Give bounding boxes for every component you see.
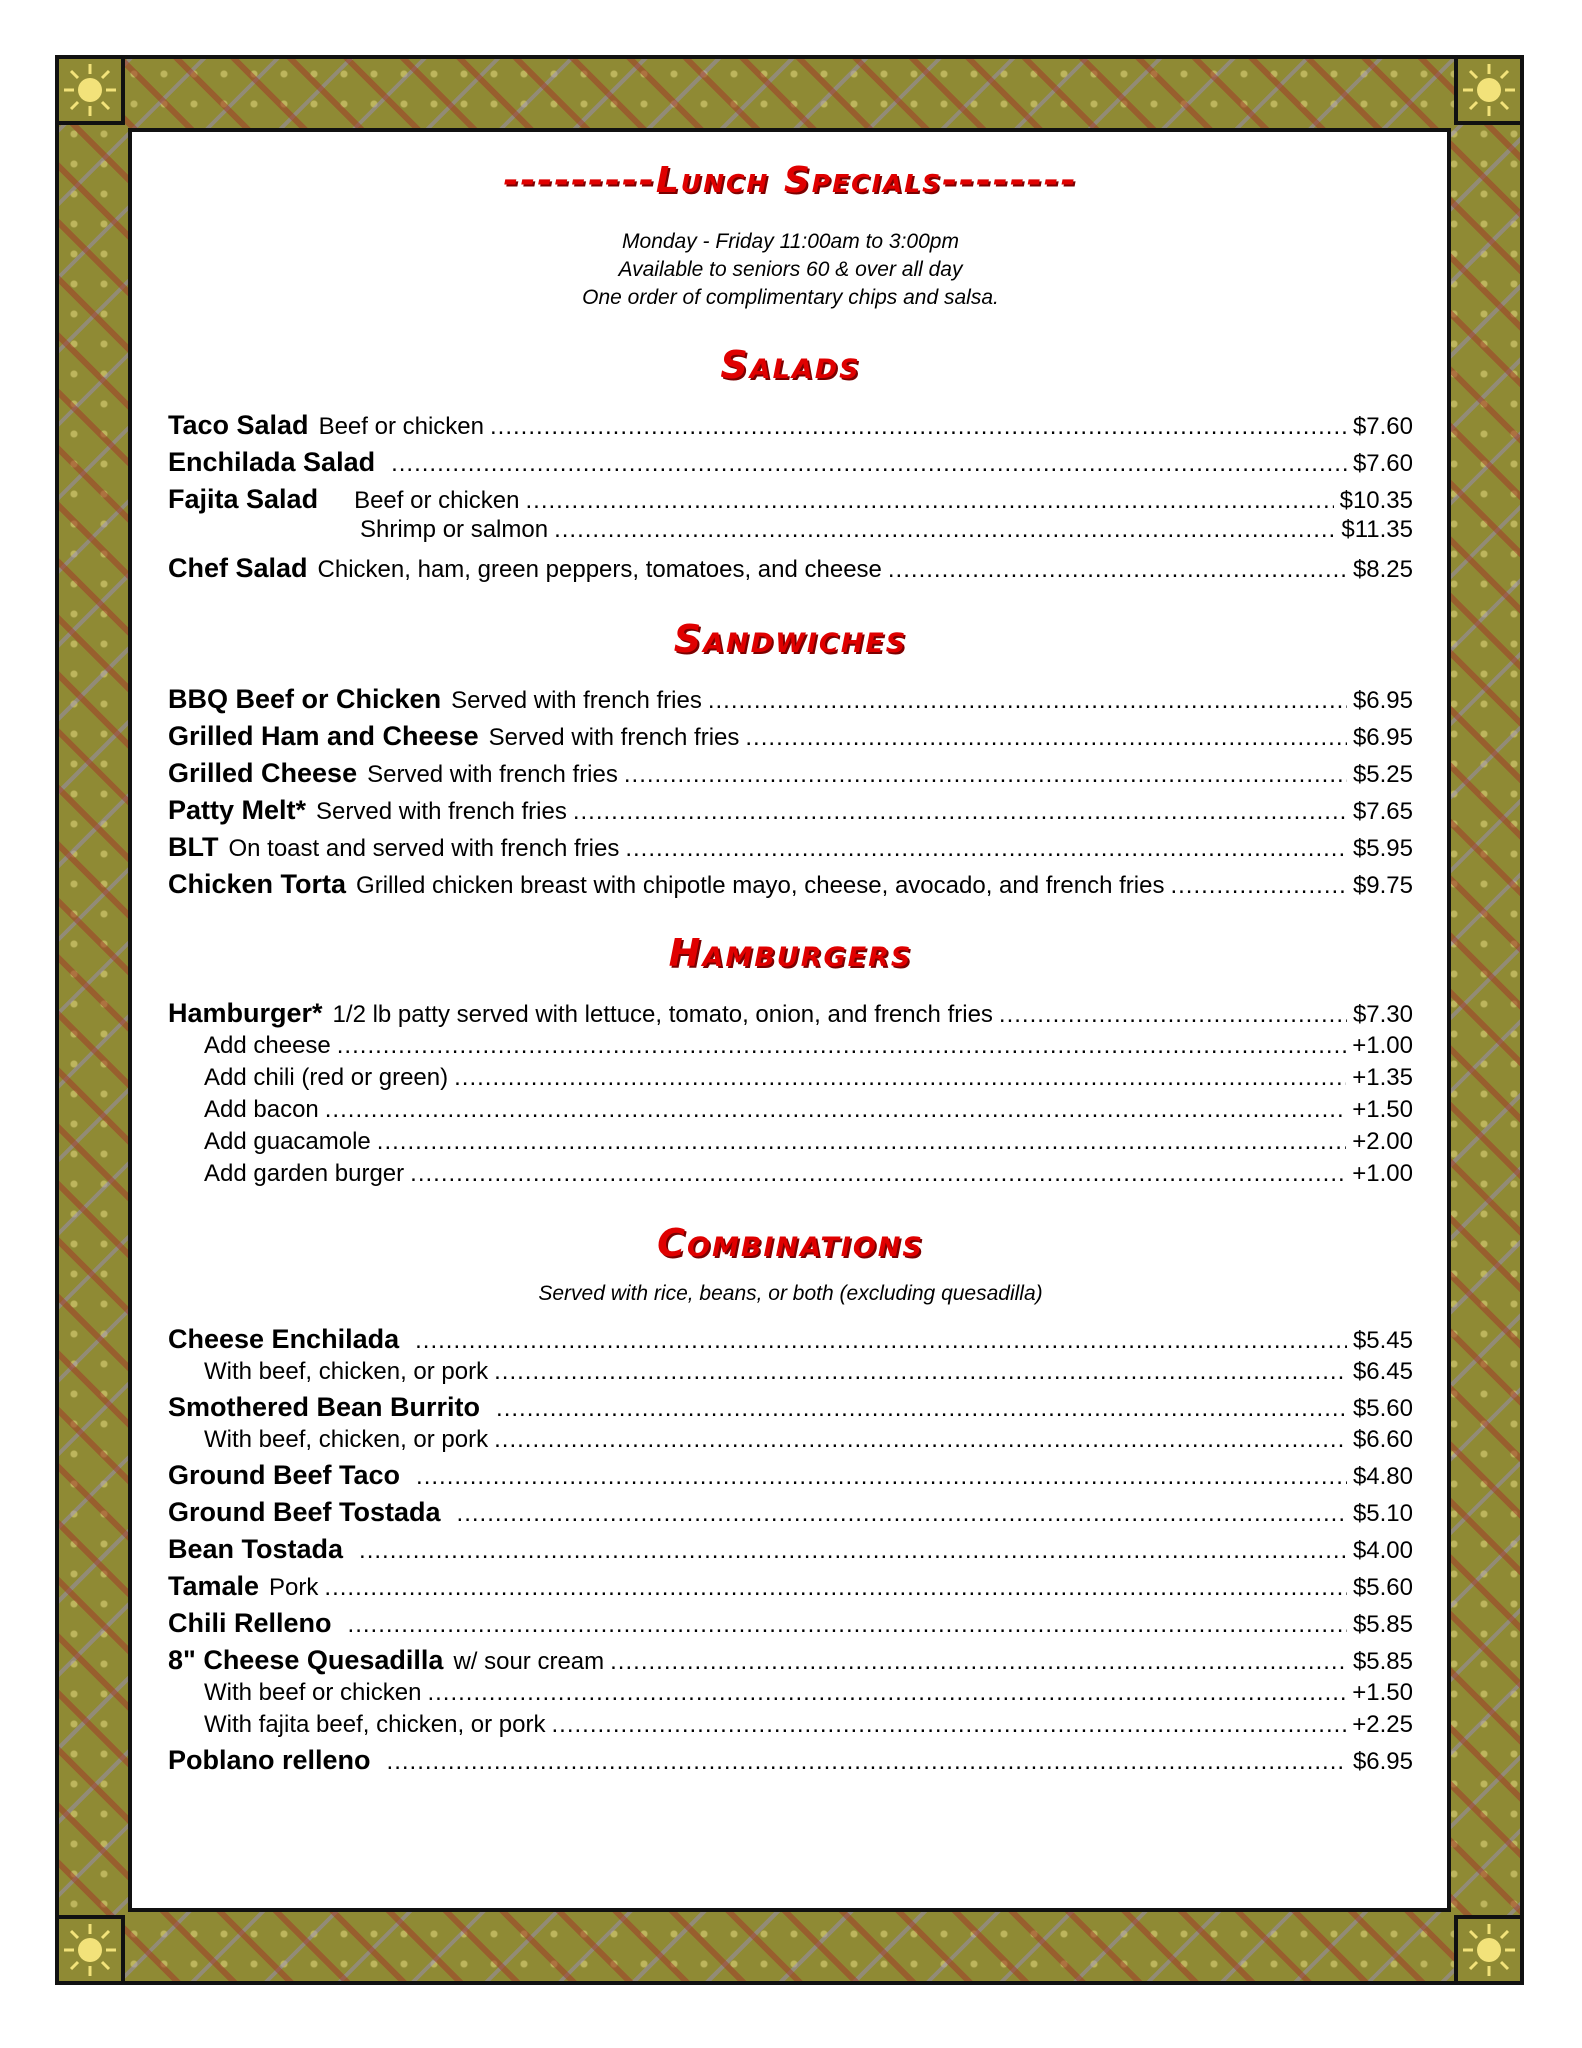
item-desc: With beef, chicken, or pork — [204, 1426, 489, 1453]
addon-label: Add chili (red or green) — [204, 1064, 449, 1091]
item-price: $5.85 — [1352, 1611, 1413, 1638]
item-price: $6.45 — [1352, 1358, 1413, 1385]
item-name: Chicken Torta — [168, 869, 347, 899]
item-price: $6.60 — [1352, 1426, 1413, 1453]
menu-item — [168, 1745, 1413, 1782]
item-name: Cheese Enchilada — [168, 1324, 400, 1354]
menu-item — [168, 795, 1413, 832]
item-price: $5.10 — [1352, 1500, 1413, 1527]
menu-item — [168, 1426, 1413, 1460]
item-desc: Beef or chicken — [354, 487, 520, 514]
item-desc: Served with french fries — [451, 687, 702, 714]
menu-item — [168, 1460, 1413, 1497]
addon-label: Add bacon — [204, 1096, 319, 1123]
menu-item — [168, 1534, 1413, 1571]
item-price: $5.60 — [1352, 1574, 1413, 1601]
item-price: $6.95 — [1352, 687, 1413, 714]
section-title-combinations: Combinations — [657, 1221, 924, 1265]
item-name: Chili Relleno — [168, 1608, 332, 1638]
item-desc: w/ sour cream — [453, 1648, 605, 1675]
combinations-list — [168, 1324, 1413, 1782]
menu-content — [168, 160, 1413, 1782]
addon-price: +1.50 — [1352, 1096, 1413, 1123]
item-price: $9.75 — [1352, 872, 1413, 899]
item-desc: With beef, chicken, or pork — [204, 1358, 489, 1385]
combinations-note: Served with rice, beans, or both (excluding quesadilla) — [538, 1282, 1043, 1305]
item-name: Hamburger* — [168, 998, 323, 1028]
item-desc: With beef or chicken — [204, 1679, 422, 1706]
menu-item — [168, 1392, 1413, 1426]
item-name: Smothered Bean Burrito — [168, 1392, 481, 1422]
section-title-sandwiches: Sandwiches — [673, 617, 908, 661]
addon-item — [168, 1064, 1413, 1096]
menu-item — [168, 758, 1413, 795]
item-price: $5.45 — [1352, 1327, 1413, 1354]
addon-item — [168, 1160, 1413, 1192]
seniors-note: Available to seniors 60 & over all day — [618, 258, 963, 281]
item-price: $5.95 — [1352, 835, 1413, 862]
menu-item — [168, 721, 1413, 758]
item-desc: Served with french fries — [367, 761, 618, 788]
item-name: Ground Beef Tostada — [168, 1497, 441, 1527]
item-price: $5.60 — [1352, 1395, 1413, 1422]
item-price: $7.30 — [1352, 1001, 1413, 1028]
sun-icon — [1454, 55, 1524, 125]
menu-item — [168, 832, 1413, 869]
section-title-hamburgers: Hamburgers — [668, 931, 913, 975]
sun-icon — [55, 55, 125, 125]
sun-icon — [1454, 1915, 1524, 1985]
item-name: Fajita Salad — [168, 484, 319, 514]
menu-item — [168, 1571, 1413, 1608]
item-desc: Shrimp or salmon — [360, 516, 549, 543]
item-desc: Served with french fries — [316, 798, 567, 825]
sun-icon — [55, 1915, 125, 1985]
menu-item — [168, 1711, 1413, 1745]
menu-item — [168, 869, 1413, 906]
menu-item — [168, 684, 1413, 721]
menu-item — [168, 1608, 1413, 1645]
item-name: Grilled Ham and Cheese — [168, 721, 479, 751]
salads-list — [168, 410, 1413, 590]
item-name: Chef Salad — [168, 553, 308, 583]
item-name: Bean Tostada — [168, 1534, 344, 1564]
item-desc: Served with french fries — [488, 724, 740, 751]
menu-item — [168, 553, 1413, 590]
menu-item — [168, 1324, 1413, 1358]
item-name: BBQ Beef or Chicken — [168, 684, 442, 714]
item-price: $7.60 — [1352, 413, 1413, 440]
addon-price: +1.35 — [1352, 1064, 1413, 1091]
menu-item — [168, 410, 1413, 447]
hamburgers-list — [168, 998, 1413, 1192]
item-price: $6.95 — [1352, 724, 1413, 751]
item-name: Tamale — [168, 1571, 260, 1601]
item-desc: Grilled chicken breast with chipotle mayo, cheese, avocado, and french fries — [356, 872, 1165, 899]
item-price: $8.25 — [1352, 556, 1413, 583]
addon-price: +2.00 — [1352, 1128, 1413, 1155]
item-name: Enchilada Salad — [168, 447, 376, 477]
menu-item — [168, 1497, 1413, 1534]
menu-item — [168, 516, 1413, 553]
item-price: $4.00 — [1352, 1537, 1413, 1564]
menu-item — [168, 998, 1413, 1032]
addon-label: Add garden burger — [204, 1160, 405, 1187]
item-desc: Chicken, ham, green peppers, tomatoes, and cheese — [317, 556, 882, 583]
item-price: $7.65 — [1352, 798, 1413, 825]
addon-item — [168, 1032, 1413, 1064]
addon-price: +1.00 — [1352, 1160, 1413, 1187]
item-price: +1.50 — [1352, 1679, 1413, 1706]
item-name: Patty Melt* — [168, 795, 307, 825]
menu-item — [168, 447, 1413, 484]
item-desc: Pork — [269, 1574, 319, 1601]
addon-label: Add cheese — [204, 1032, 331, 1059]
addon-price: +1.00 — [1352, 1032, 1413, 1059]
menu-item — [168, 484, 1413, 516]
item-name: Taco Salad — [168, 410, 309, 440]
menu-item — [168, 1645, 1413, 1679]
item-price: $7.60 — [1352, 450, 1413, 477]
item-price: $10.35 — [1339, 487, 1413, 514]
item-desc: 1/2 lb patty served with lettuce, tomato, onion, and french fries — [332, 1001, 993, 1028]
addon-label: Add guacamole — [204, 1128, 371, 1155]
item-name: BLT — [168, 832, 219, 862]
item-name: 8" Cheese Quesadilla — [168, 1645, 444, 1675]
menu-item — [168, 1679, 1413, 1711]
item-name: Poblano relleno — [168, 1745, 371, 1775]
hours-note: Monday - Friday 11:00am to 3:00pm — [622, 230, 959, 253]
addon-item — [168, 1096, 1413, 1128]
item-price: $6.95 — [1352, 1748, 1413, 1775]
menu-item — [168, 1358, 1413, 1392]
item-name: Ground Beef Taco — [168, 1460, 401, 1490]
sandwiches-list — [168, 684, 1413, 906]
page-title: ---------Lunch Specials-------- — [503, 160, 1078, 201]
item-price: $4.80 — [1352, 1463, 1413, 1490]
item-price: $5.85 — [1352, 1648, 1413, 1675]
item-price: $11.35 — [1341, 516, 1413, 543]
item-desc: With fajita beef, chicken, or pork — [204, 1711, 546, 1738]
item-price: $5.25 — [1352, 761, 1413, 788]
item-price: +2.25 — [1352, 1711, 1413, 1738]
item-desc: Beef or chicken — [318, 413, 484, 440]
item-name: Grilled Cheese — [168, 758, 358, 788]
item-desc: On toast and served with french fries — [228, 835, 620, 862]
addon-item — [168, 1128, 1413, 1160]
chips-note: One order of complimentary chips and salsa. — [582, 286, 999, 309]
section-title-salads: Salads — [720, 343, 861, 387]
